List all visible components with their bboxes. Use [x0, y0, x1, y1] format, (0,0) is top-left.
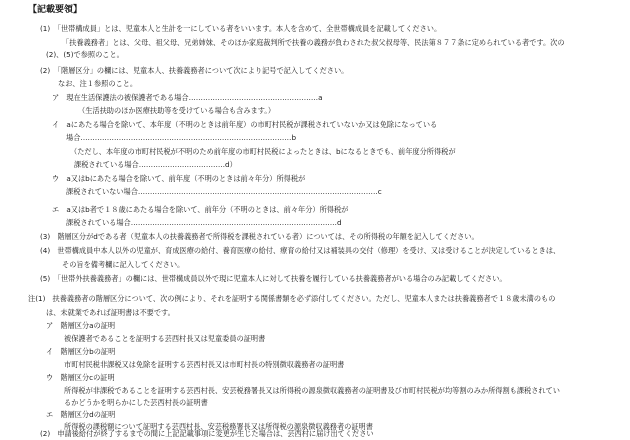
category-b-line: イ aにあたる場合を除いて、本年度（不明のときは前年度）の市町村民税が課税されていないか又は免除になっている	[52, 120, 438, 129]
proof-c-text: るかどうかを明らかにした芸西村長の証明書	[64, 398, 208, 407]
category-d-line: エ a又はb者で１８歳にあたる場合を除いて、前年分（不明のときは、前々年分）所得税が	[52, 205, 349, 214]
proof-d-text: 所得税の課税額について証明する芸西村長、安芸税務署長又は所得税の源泉徴収義務者の証明書	[64, 422, 373, 431]
note-4-line: その旨を備考欄に記入してください。	[62, 260, 185, 269]
remark-1-line: 注(1) 扶養義務者の階層区分について、次の例により、それを証明する関係書類を必ず添付してください。ただし、児童本人または扶養義務者で１８歳未満のもの	[28, 294, 556, 303]
category-a-line: ア 現在生活保護法の被保護者である場合‥‥‥‥‥‥‥‥‥‥‥‥‥‥‥‥‥‥‥‥‥‥‥‥‥‥‥a	[52, 93, 323, 102]
note-3-line: (3) 階層区分がdである者（児童本人の扶養義務者で所得税を課税されている者）については、その所得税の年額を記入してください。	[40, 232, 479, 241]
note-4-line: (4) 世帯構成員中本人以外の児童が、育成医療の給付、養育医療の給付、療育の給付又は補装具の交付（修理）を受け、又は受けることが決定しているときは、	[40, 246, 561, 255]
proof-d-heading: エ 階層区分dの証明	[46, 410, 116, 419]
page-title: 【記載要領】	[28, 5, 83, 15]
remark-1-line: は、未就業であれば証明書は不要です。	[46, 308, 175, 317]
proof-a-text: 被保護者であることを証明する芸西村長又は児童委員の証明書	[64, 334, 266, 343]
note-2-line: なお、注１参照のこと。	[58, 79, 138, 88]
category-d-line: 課税されている場合‥‥‥‥‥‥‥‥‥‥‥‥‥‥‥‥‥‥‥‥‥‥‥‥‥‥‥‥‥‥‥‥‥‥‥‥‥‥‥‥‥‥‥d	[66, 218, 342, 227]
note-5-line: (5) 「世帯外扶養義務者」の欄には、世帯構成員以外で現に児童本人に対して扶養を履行している扶養義務者がいる場合のみ記載してください。	[40, 274, 507, 283]
proof-c-heading: ウ 階層区分cの証明	[46, 373, 115, 382]
category-a-line: （生活扶助のほか医療扶助等を受けている場合も含みます。）	[78, 106, 276, 115]
proof-c-text: 所得税が非課税であることを証明する芸西村長、安芸税務署長又は所得税の源泉徴収義務者の証明書及び市町村民税が均等割のみか所得割も課税されてい	[64, 386, 560, 395]
proof-b-text: 市町村民税非課税又は免除を証明する芸西村長又は市町村長の特別徴収義務者の証明書	[64, 360, 345, 369]
category-b-line: 場合‥‥‥‥‥‥‥‥‥‥‥‥‥‥‥‥‥‥‥‥‥‥‥‥‥‥‥‥‥‥‥‥‥‥‥‥‥‥‥‥‥‥‥‥b	[66, 133, 297, 142]
note-1-line: 「扶養義務者」とは、父母、祖父母、兄弟姉妹、そのほか家庭裁判所で扶養の義務が負わされた叔父叔母等、民法第８７７条に定められている者です。次の	[62, 38, 565, 47]
category-b-line: （ただし、本年度の市町村民税が不明のため前年度の市町村民税によったときは、bになるときでも、前年度分所得税が	[70, 147, 456, 156]
note-2-line: (2) 「階層区分」の欄には、児童本人、扶養義務者について次により記号で記入してください。	[40, 66, 349, 75]
remark-2-line: (2) 申請後給付が終了するまでの間に上記記載事項に変更が生じた場合は、芸西村に届け出てください	[40, 429, 374, 438]
category-c-line: 課税されていない場合‥‥‥‥‥‥‥‥‥‥‥‥‥‥‥‥‥‥‥‥‥‥‥‥‥‥‥‥‥‥‥‥‥‥‥‥‥‥‥‥‥‥‥‥‥‥‥‥‥‥c	[66, 187, 382, 196]
category-b-line: 課税されている場合‥‥‥‥‥‥‥‥‥‥‥‥‥‥‥‥‥‥d）	[74, 160, 237, 169]
proof-b-heading: イ 階層区分bの証明	[46, 347, 116, 356]
note-1-line: (1) 「世帯構成員」とは、児童本人と生計を一にしている者をいいます。本人を含めて、全世帯構成員を記載してください。	[40, 24, 442, 33]
note-1-line: (2)、(5)で参照のこと。	[46, 50, 124, 59]
proof-a-heading: ア 階層区分aの証明	[46, 321, 116, 330]
category-c-line: ウ a又はbにあたる場合を除いて、前年度（不明のときは前々年分）所得税が	[52, 174, 306, 183]
